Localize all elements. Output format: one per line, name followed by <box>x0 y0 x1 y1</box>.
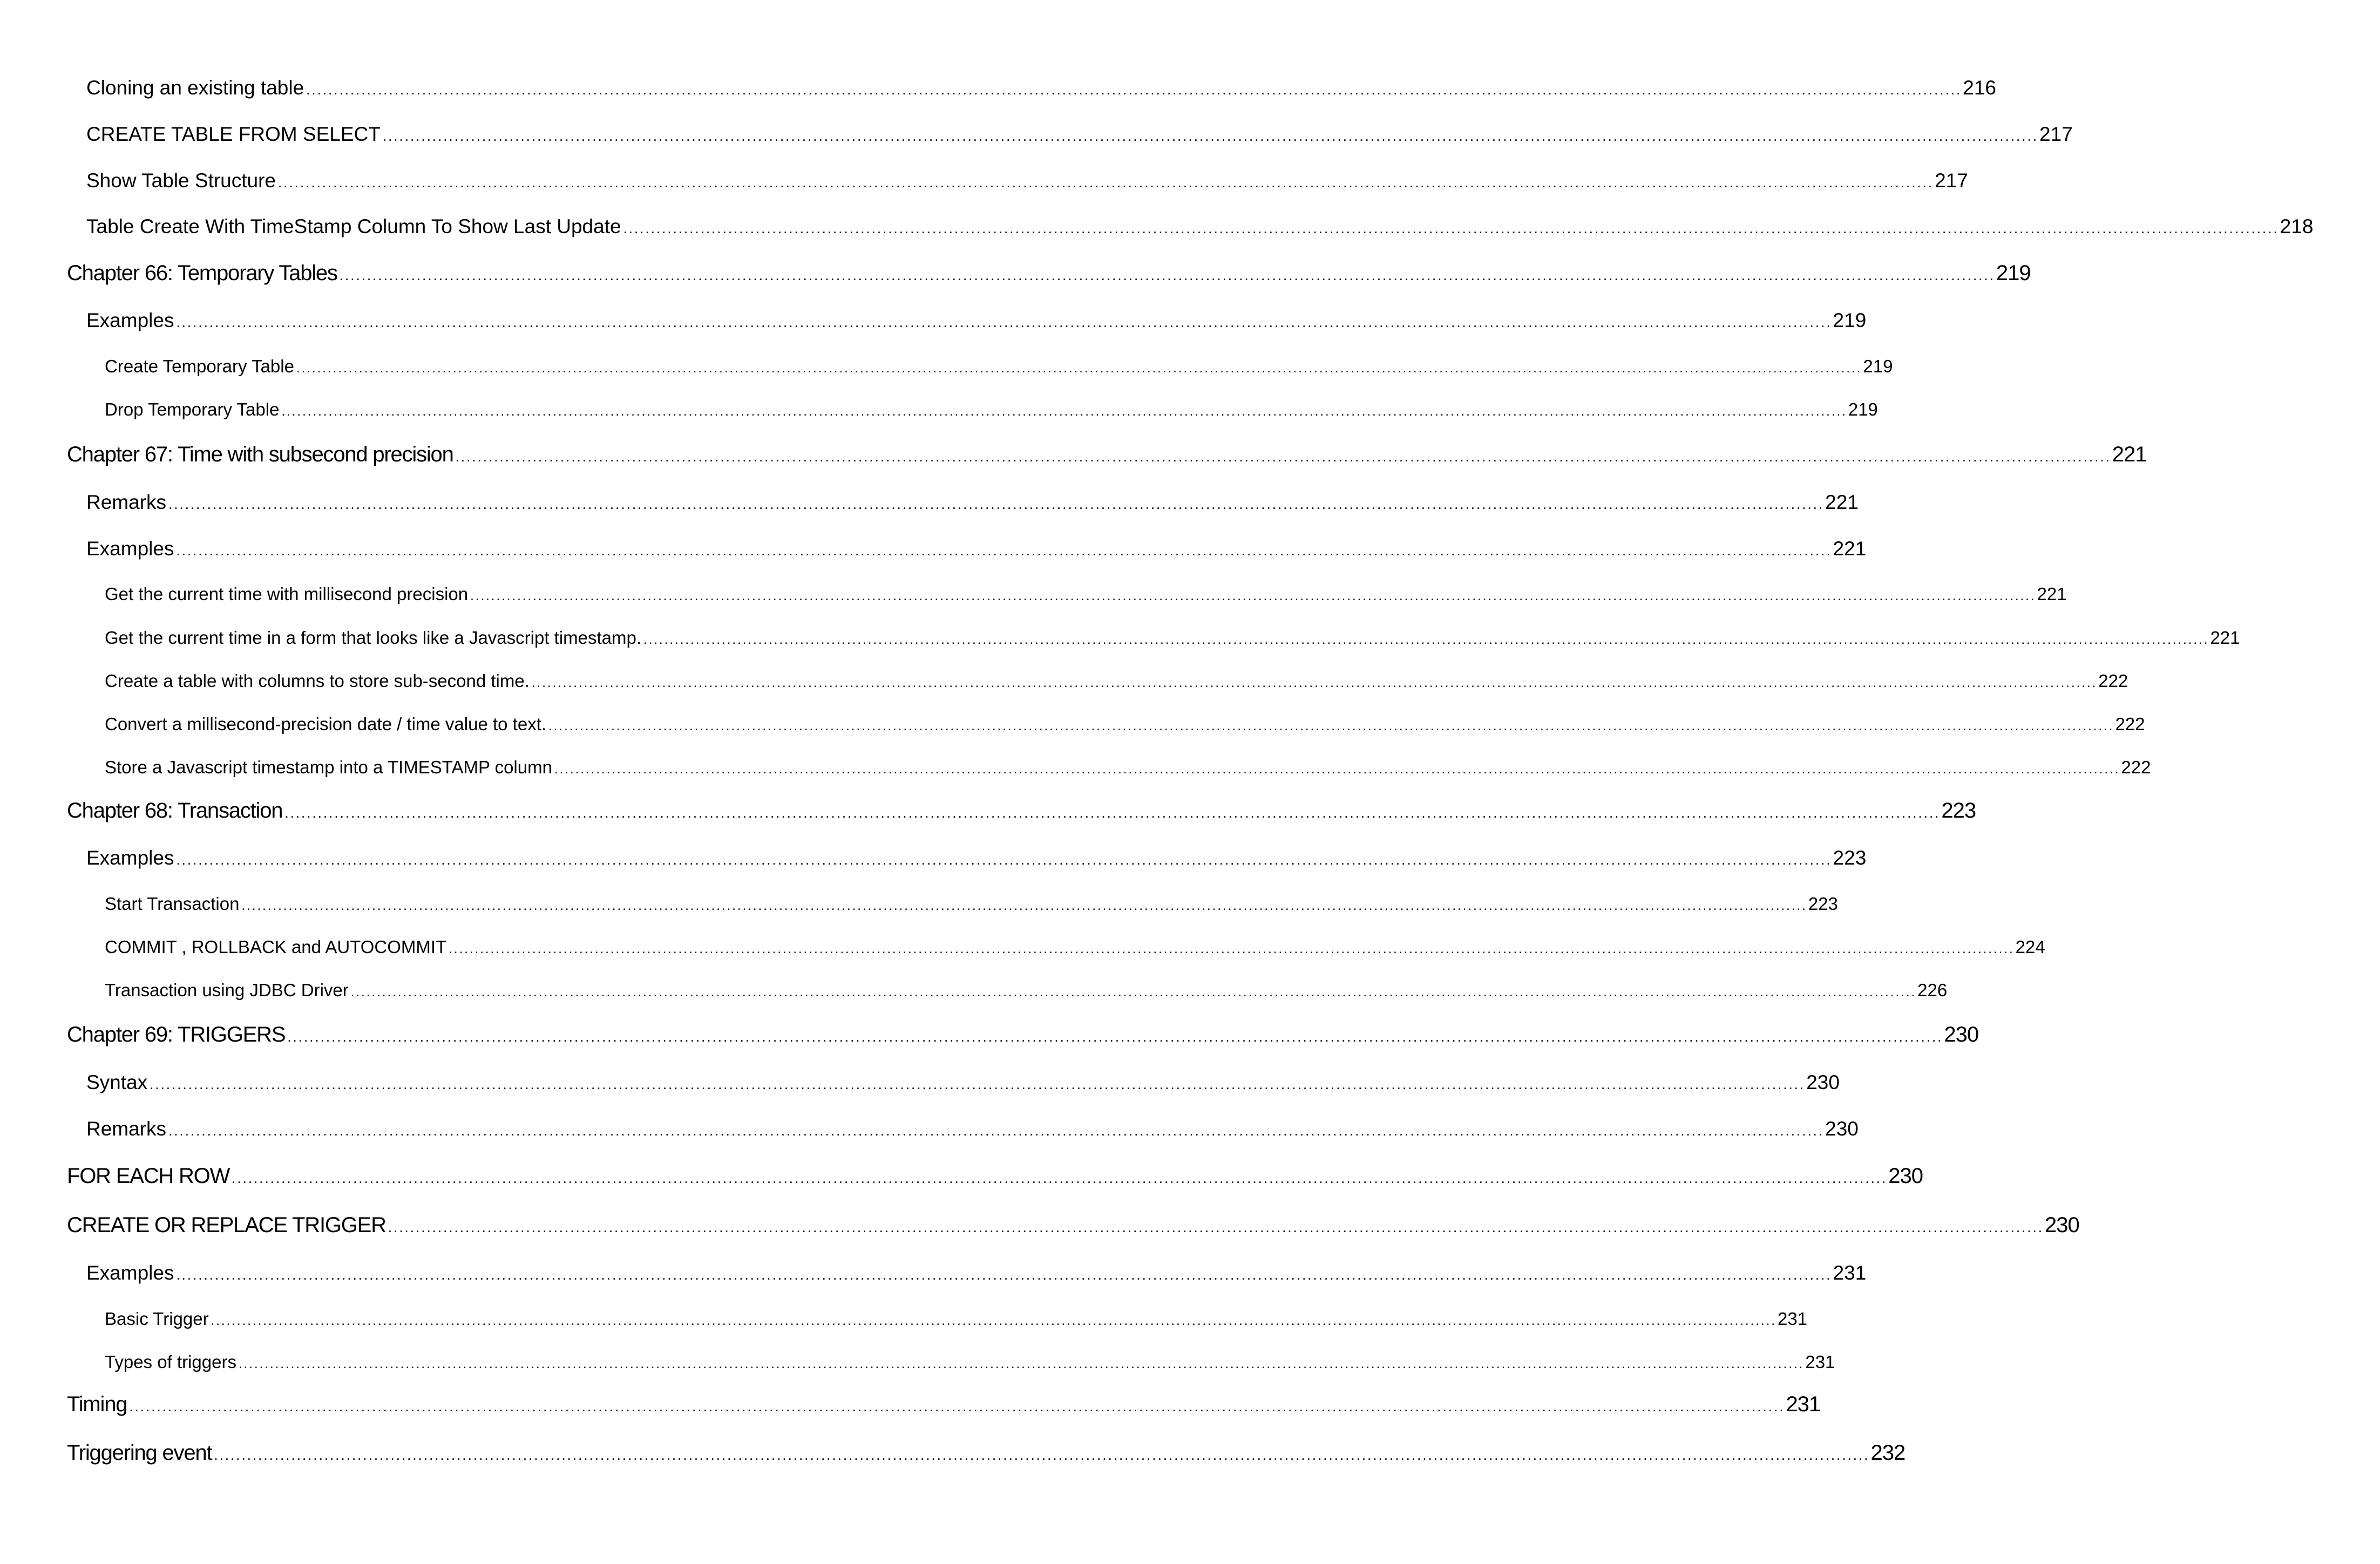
dot-leader: ............................................................................................................................................................................................................................................................................................................ <box>278 174 1934 191</box>
toc-entry-title: Chapter 69: TRIGGERS <box>67 1023 286 1046</box>
toc-entry[interactable] <box>0 356 1893 377</box>
toc-chapter-entry[interactable] <box>0 1164 1923 1188</box>
dot-leader: ............................................................................................................................................................................................................................................................................................................ <box>168 1123 1825 1139</box>
toc-entry[interactable] <box>0 399 1878 420</box>
dot-leader: ............................................................................................................................................................................................................................................................................................................ <box>232 1170 1888 1186</box>
dot-leader: ............................................................................................................................................................................................................................................................................................................ <box>211 1314 1776 1328</box>
toc-entry-page: 217 <box>1935 169 1968 192</box>
toc-entry-page: 222 <box>2121 757 2151 777</box>
dot-leader: ............................................................................................................................................................................................................................................................................................................ <box>554 762 2120 777</box>
dot-leader: ............................................................................................................................................................................................................................................................................................................ <box>643 633 2209 647</box>
toc-entry-title: Syntax <box>86 1071 148 1093</box>
toc-entry[interactable] <box>0 894 1838 914</box>
toc-entry-page: 221 <box>2112 443 2147 466</box>
dot-leader: ............................................................................................................................................................................................................................................................................................................ <box>623 220 2279 236</box>
toc-entry[interactable] <box>0 1118 1859 1140</box>
toc-entry-title: Cloning an existing table <box>86 77 304 99</box>
toc-entry-page: 230 <box>1806 1071 1840 1093</box>
dot-leader: ............................................................................................................................................................................................................................................................................................................ <box>350 985 1917 999</box>
toc-entry-title: Chapter 67: Time with subsecond precision <box>67 443 453 466</box>
dot-leader: ............................................................................................................................................................................................................................................................................................................ <box>176 314 1832 330</box>
toc-entry-page: 231 <box>1777 1309 1808 1329</box>
toc-entry-title: Drop Temporary Table <box>105 399 280 419</box>
toc-entry-page: 224 <box>2015 937 2045 957</box>
toc-entry-title: CREATE OR REPLACE TRIGGER <box>67 1213 386 1237</box>
dot-leader: ............................................................................................................................................................................................................................................................................................................ <box>214 1447 1870 1463</box>
toc-entry-title: Examples <box>86 309 174 331</box>
toc-entry[interactable] <box>0 757 2151 778</box>
dot-leader: ............................................................................................................................................................................................................................................................................................................ <box>176 852 1832 868</box>
toc-entry-title: Table Create With TimeStamp Column To Show Last Update <box>86 215 621 237</box>
toc-entry-page: 219 <box>1833 309 1867 331</box>
dot-leader: ............................................................................................................................................................................................................................................................................................................ <box>531 676 2098 690</box>
dot-leader: ............................................................................................................................................................................................................................................................................................................ <box>382 128 2038 144</box>
toc-entry-page: 219 <box>1848 399 1878 419</box>
toc-entry-title: Convert a millisecond-precision date / time value to text. <box>105 714 547 734</box>
toc-entry-title: Store a Javascript timestamp into a TIMESTAMP column <box>105 757 552 777</box>
toc-entry-page: 216 <box>1963 77 1996 99</box>
toc-entry-page: 230 <box>1825 1118 1859 1140</box>
toc-entry-page: 231 <box>1786 1392 1821 1416</box>
toc-entry-page: 230 <box>2044 1213 2079 1237</box>
toc-entry-title: Chapter 66: Temporary Tables <box>67 261 337 285</box>
dot-leader: ............................................................................................................................................................................................................................................................................................................ <box>241 899 1807 913</box>
dot-leader: ............................................................................................................................................................................................................................................................................................................ <box>449 942 2015 956</box>
toc-entry-title: Get the current time in a form that looks like a Javascript timestamp. <box>105 628 642 648</box>
toc-entry-title: Remarks <box>86 491 167 513</box>
toc-chapter-entry[interactable] <box>0 1213 2079 1237</box>
toc-entry[interactable] <box>0 714 2145 735</box>
toc-entry[interactable] <box>0 847 1867 869</box>
toc-entry-title: Get the current time with millisecond precision <box>105 584 469 604</box>
toc-entry-title: Remarks <box>86 1118 167 1140</box>
toc-entry-title: FOR EACH ROW <box>67 1164 230 1188</box>
dot-leader: ............................................................................................................................................................................................................................................................................................................ <box>306 81 1962 98</box>
toc-entry[interactable] <box>0 628 2240 648</box>
toc-entry-page: 223 <box>1941 799 1976 822</box>
dot-leader: ............................................................................................................................................................................................................................................................................................................ <box>238 1357 1805 1371</box>
dot-leader: ............................................................................................................................................................................................................................................................................................................ <box>284 805 1941 821</box>
toc-entry[interactable] <box>0 1309 1808 1329</box>
dot-leader: ............................................................................................................................................................................................................................................................................................................ <box>168 496 1825 512</box>
toc-entry-page: 221 <box>1833 538 1867 560</box>
dot-leader: ............................................................................................................................................................................................................................................................................................................ <box>296 361 1862 376</box>
toc-chapter-entry[interactable] <box>0 1392 1821 1417</box>
toc-entry[interactable] <box>0 1262 1867 1284</box>
toc-chapter-entry[interactable] <box>0 261 2031 285</box>
toc-entry-title: CREATE TABLE FROM SELECT <box>86 123 381 145</box>
toc-entry-title: Chapter 68: Transaction <box>67 799 283 822</box>
toc-entry-page: 230 <box>1888 1164 1923 1188</box>
dot-leader: ............................................................................................................................................................................................................................................................................................................ <box>339 267 1995 283</box>
toc-entry-page: 232 <box>1870 1441 1906 1465</box>
toc-entry-title: Create Temporary Table <box>105 356 294 376</box>
toc-entry-title: Triggering event <box>67 1441 212 1465</box>
toc-entry-page: 219 <box>1996 261 2031 285</box>
toc-entry[interactable] <box>0 123 2073 146</box>
toc-entry-page: 218 <box>2280 215 2314 237</box>
dot-leader: ............................................................................................................................................................................................................................................................................................................ <box>150 1076 1806 1092</box>
dot-leader: ............................................................................................................................................................................................................................................................................................................ <box>281 404 1847 419</box>
toc-entry-page: 223 <box>1833 847 1867 869</box>
toc-entry-title: Show Table Structure <box>86 169 276 192</box>
toc-entry[interactable] <box>0 671 2128 691</box>
toc-entry[interactable] <box>0 584 2067 604</box>
toc-entry[interactable] <box>0 937 2045 957</box>
toc-entry[interactable] <box>0 1071 1840 1094</box>
toc-entry-page: 231 <box>1833 1262 1867 1284</box>
toc-entry-page: 219 <box>1863 356 1893 376</box>
toc-entry-page: 221 <box>2210 628 2240 648</box>
toc-entry-page: 222 <box>2098 671 2128 691</box>
toc-entry-title: Types of triggers <box>105 1352 236 1372</box>
toc-entry-title: Basic Trigger <box>105 1309 209 1329</box>
dot-leader: ............................................................................................................................................................................................................................................................................................................ <box>548 719 2114 733</box>
toc-entry-title: Start Transaction <box>105 894 240 914</box>
toc-entry[interactable] <box>0 538 1867 560</box>
toc-entry[interactable] <box>0 491 1859 514</box>
dot-leader: ............................................................................................................................................................................................................................................................................................................ <box>176 542 1832 559</box>
toc-entry-page: 222 <box>2115 714 2145 734</box>
toc-entry-title: Transaction using JDBC Driver <box>105 980 349 1000</box>
dot-leader: ............................................................................................................................................................................................................................................................................................................ <box>176 1267 1832 1283</box>
toc-entry[interactable] <box>0 215 2314 238</box>
toc-entry[interactable] <box>0 77 1996 99</box>
toc-entry-page: 226 <box>1917 980 1948 1000</box>
toc-entry-title: Examples <box>86 1262 174 1284</box>
toc-chapter-entry[interactable] <box>0 443 2147 467</box>
toc-entry-title: COMMIT , ROLLBACK and AUTOCOMMIT <box>105 937 447 957</box>
toc-entry-page: 217 <box>2039 123 2073 145</box>
toc-entry-title: Examples <box>86 538 174 560</box>
dot-leader: ............................................................................................................................................................................................................................................................................................................ <box>388 1219 2044 1235</box>
dot-leader: ............................................................................................................................................................................................................................................................................................................ <box>287 1029 1943 1045</box>
toc-entry[interactable] <box>0 1352 1835 1372</box>
toc-entry[interactable] <box>0 309 1867 332</box>
toc-entry-title: Timing <box>67 1392 127 1416</box>
toc-entry-page: 231 <box>1805 1352 1835 1372</box>
toc-entry-title: Examples <box>86 847 174 869</box>
dot-leader: ............................................................................................................................................................................................................................................................................................................ <box>455 448 2111 465</box>
toc-entry-page: 230 <box>1944 1023 1979 1046</box>
toc-entry-page: 223 <box>1808 894 1838 914</box>
toc-entry-page: 221 <box>1825 491 1859 513</box>
toc-entry-page: 221 <box>2037 584 2067 604</box>
toc-entry-title: Create a table with columns to store sub-second time. <box>105 671 530 691</box>
toc-chapter-entry[interactable] <box>0 1441 1906 1465</box>
toc-chapter-entry[interactable] <box>0 1023 1979 1047</box>
toc-entry[interactable] <box>0 169 1968 192</box>
dot-leader: ............................................................................................................................................................................................................................................................................................................ <box>129 1398 1785 1415</box>
toc-chapter-entry[interactable] <box>0 799 1976 823</box>
toc-entry[interactable] <box>0 980 1948 1001</box>
dot-leader: ............................................................................................................................................................................................................................................................................................................ <box>470 589 2036 603</box>
